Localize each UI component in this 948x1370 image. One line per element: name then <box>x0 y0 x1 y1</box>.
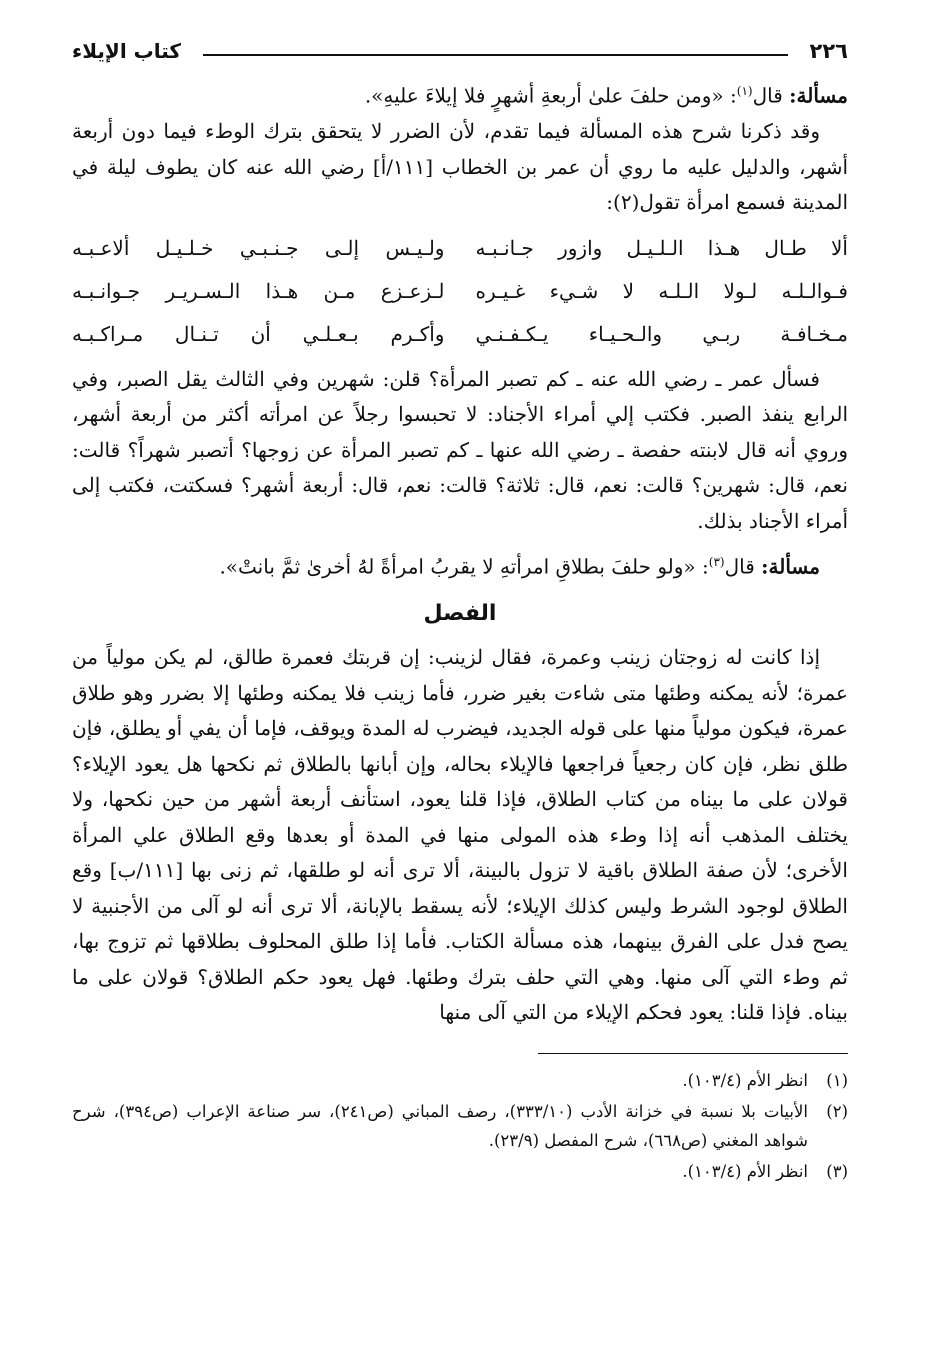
verse-second-half: وأكـرم بـعـلـي أن تـنـال مـراكـبـه <box>72 321 445 346</box>
verse-first-half: مـخـافـة ربـي والـحـيـاء يـكـفـنـي <box>475 321 848 346</box>
running-header <box>72 34 848 68</box>
verse-second-half: ولـيـس إلـى جـنـبـي خـلـيـل ألاعـبـه <box>72 235 445 260</box>
footnote-divider <box>538 1053 848 1054</box>
masala-two <box>72 545 848 585</box>
masala-label: مسألة: <box>789 83 848 108</box>
paragraph-fasl: إذا كانت له زوجتان زينب وعمرة، فقال لزينب: إن قربتك فعمرة طالق، لم يكن مولياً من عمرة؛ لأنه يمكنه وطئها متى شاءت بغير ضرر، فأما زينب فلا يمكنه وطئها إلا بضرر وهو طلاق عمرة، فيكون مولياً منها على قوله الجديد، فيضرب له المدة ويوقف، فإما أن يفي أو يطلق، فإن طلق نظر، فإن كان رجعياً فراجعها فالإيلاء بحاله، وإن أبانها بالطلاق ثم نكحها هل يعود الإيلاء؟ قولان على ما بيناه من كتاب الطلاق، فإذا قلنا يعود، استأنف أربعة أشهر من حين نكحها، ولا يختلف المذهب أنه إذا وطء هذه المولى منها في المدة أو بعدها وقع الطلاق علي المرأة الأخرى؛ لأن صفة الطلاق باقية لا تزول بالبينة، ألا ترى أنه لو طلقها، ثم زنى بها [١١١/ب] وقع الطلاق لوجود الشرط وليس كذلك الإيلاء؛ لأنه يسقط بالإبانة، ألا ترى أنه لو آلى من الأجنبية لا يصح فدل على الفرق بينهما، هذه مسألة الكتاب. فأما إذا طلق المحلوف بطلاقها ثم تزوج بها، ثم وطء التي آلى منها. وهي التي حلف بترك وطئها. فهل يعود حكم الطلاق؟ قولان على ما بيناه. فإذا قلنا: يعود فحكم الإيلاء من التي آلى منها <box>72 645 849 1025</box>
verse-first-half: ألا طـال هـذا الـلـيـل وازور جـانـبـه <box>475 235 848 260</box>
poem-block <box>72 227 848 356</box>
masala-quote: : «ولو حلفَ بطلاقِ امرأتهِ لا يقربُ امرأةً لهُ أخرىٰ ثمَّ بانتْ». <box>219 554 709 579</box>
paragraph-umar-story: فسأل عمر ـ رضي الله عنه ـ كم تصبر المرأة؟ قلن: شهرين وفي الثالث يقل الصبر، وفي الرابع ينفذ الصبر. فكتب إلي أمراء الأجناد: لا تحبسوا رجلاً عن امرأته أكثر من أربعة أشهر، وروي أنه قال لابنته حفصة ـ رضي الله عنها ـ كم تصبر المرأة عن زوجها؟ أتصبر شهراً؟ قالت: نعم، قال: شهرين؟ قالت: نعم، قال: ثلاثة؟ قالت: نعم، قال: أربعة أشهر؟ فسكتت، فكتب إلى أمراء الأجناد بذلك. <box>72 366 848 533</box>
footnote-number: (٣) <box>826 1161 848 1181</box>
book-title: كتاب الإيلاء <box>72 39 182 63</box>
poem-verse <box>72 270 848 313</box>
footnote-text: انظر الأم (١٠٣/٤). <box>682 1070 808 1090</box>
footnote-number: (١) <box>826 1070 848 1090</box>
poem-verse <box>72 313 848 356</box>
masala-intro: قال <box>752 83 783 108</box>
footnote <box>72 1157 848 1186</box>
footnote-text: انظر الأم (١٠٣/٤). <box>682 1161 808 1181</box>
footnote <box>72 1097 848 1155</box>
poem-verse <box>72 227 848 270</box>
paragraph-explanation: وقد ذكرنا شرح هذه المسألة فيما تقدم، لأن الضرر لا يتحقق بترك الوطء فيما دون أربعة أشهر، والدليل عليه ما روي أن عمر بن الخطاب [١١١/أ] رضي الله عنه كان يطوف ليلة في المدينة فسمع امرأة تقول(٢): <box>72 119 849 215</box>
footnote-ref: (١) <box>736 84 753 98</box>
footnote <box>72 1066 848 1095</box>
masala-quote: : «ومن حلفَ علىٰ أربعةِ أشهرٍ فلا إيلاءَ عليهِ». <box>364 83 737 108</box>
section-heading: الفصل <box>423 601 497 627</box>
verse-first-half: فـوالـلـه لـولا الـلـه لا شـيء غـيـره <box>475 278 848 303</box>
book-page <box>72 34 848 1188</box>
header-rule <box>203 54 788 56</box>
masala-one <box>72 74 848 114</box>
masala-label: مسألة: <box>761 554 820 579</box>
masala-intro: قال <box>724 554 755 579</box>
verse-second-half: لـزعـزع مـن هـذا الـسـريـر جـوانـبـه <box>72 278 445 303</box>
footnote-number: (٢) <box>826 1101 848 1121</box>
footnote-text: الأبيات بلا نسبة في خزانة الأدب (٣٣٣/١٠)، رصف المباني (ص٢٤١)، سر صناعة الإعراب (ص٣٩٤)، شرح شواهد المغني (ص٦٦٨)، شرح المفصل (٢٣/٩). <box>72 1101 808 1150</box>
page-number: ٢٢٦ <box>809 39 848 63</box>
footnote-ref: (٣) <box>708 555 725 570</box>
